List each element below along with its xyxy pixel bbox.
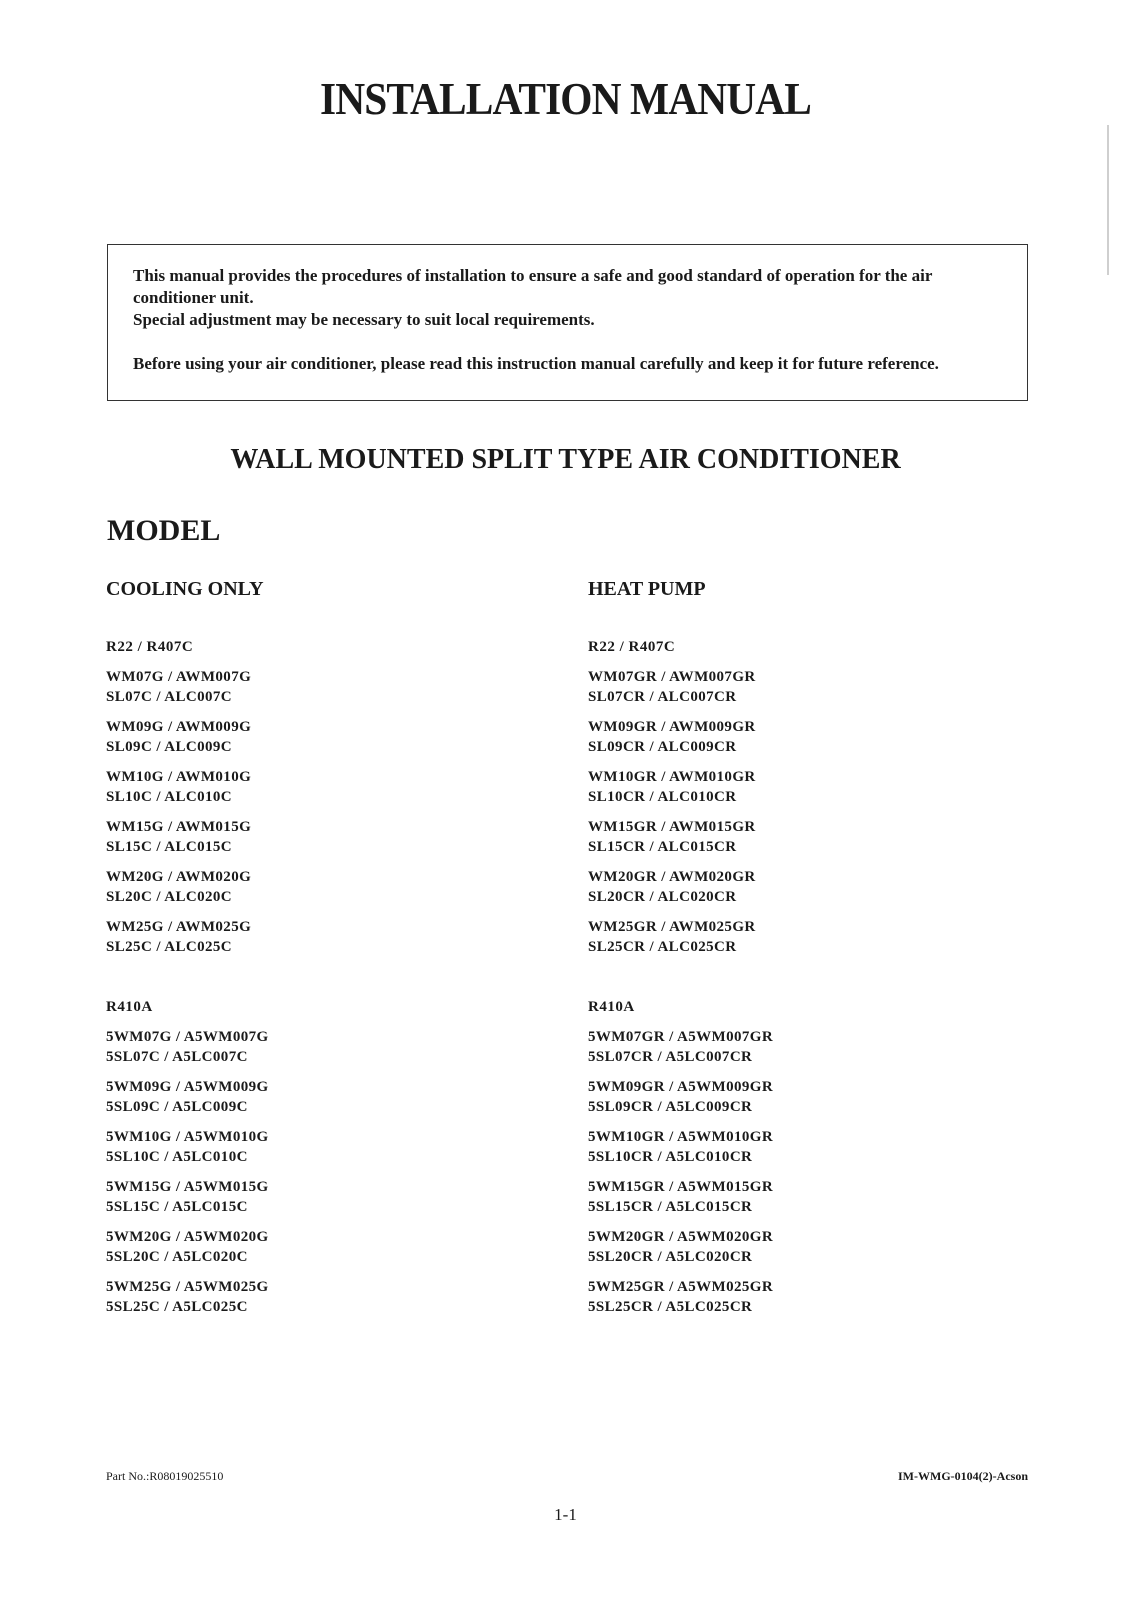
outdoor-model: SL20C / ALC020C	[106, 889, 233, 905]
indoor-model: WM09GR / AWM009GR	[588, 719, 756, 735]
cooling-only-column	[106, 576, 506, 1317]
page-edge-line	[1107, 125, 1109, 275]
outdoor-model: SL25C / ALC025C	[106, 939, 233, 955]
outdoor-model: SL07C / ALC007C	[106, 689, 233, 705]
model-pair	[106, 817, 506, 857]
cooling-r22-group	[106, 637, 506, 957]
indoor-model: WM20G / AWM020G	[106, 869, 252, 885]
notice-line-adjustment: Special adjustment may be necessary to suit local requirements.	[133, 310, 595, 329]
indoor-model: WM25G / AWM025G	[106, 919, 252, 935]
model-pair	[588, 1277, 988, 1317]
indoor-model: WM25GR / AWM025GR	[588, 919, 756, 935]
document-code: IM-WMG-0104(2)-Acson	[898, 1469, 1028, 1483]
indoor-model: 5WM07GR / A5WM007GR	[588, 1029, 774, 1045]
refrigerant-label: R22 / R407C	[588, 639, 676, 655]
indoor-model: WM15G / AWM015G	[106, 819, 252, 835]
indoor-model: WM10GR / AWM010GR	[588, 769, 756, 785]
indoor-model: WM07GR / AWM007GR	[588, 669, 756, 685]
outdoor-model: 5SL25CR / A5LC025CR	[588, 1299, 753, 1315]
model-pair	[106, 1177, 506, 1217]
indoor-model: 5WM09GR / A5WM009GR	[588, 1079, 774, 1095]
indoor-model: 5WM07G / A5WM007G	[106, 1029, 269, 1045]
outdoor-model: 5SL09CR / A5LC009CR	[588, 1099, 753, 1115]
indoor-model: 5WM10GR / A5WM010GR	[588, 1129, 774, 1145]
indoor-model: 5WM20GR / A5WM020GR	[588, 1229, 774, 1245]
outdoor-model: 5SL25C / A5LC025C	[106, 1299, 248, 1315]
outdoor-model: 5SL10CR / A5LC010CR	[588, 1149, 753, 1165]
indoor-model: 5WM20G / A5WM020G	[106, 1229, 269, 1245]
outdoor-model: SL10CR / ALC010CR	[588, 789, 737, 805]
cooling-r410a-group	[106, 997, 506, 1317]
model-pair	[106, 1277, 506, 1317]
outdoor-model: SL09CR / ALC009CR	[588, 739, 737, 755]
model-heading: MODEL	[107, 514, 221, 547]
outdoor-model: 5SL15CR / A5LC015CR	[588, 1199, 753, 1215]
product-heading: WALL MOUNTED SPLIT TYPE AIR CONDITIONER	[230, 444, 901, 475]
model-pair	[588, 1027, 988, 1067]
page-number: 1-1	[554, 1505, 577, 1524]
outdoor-model: 5SL09C / A5LC009C	[106, 1099, 248, 1115]
indoor-model: WM15GR / AWM015GR	[588, 819, 756, 835]
heatpump-r410a-group	[588, 997, 988, 1317]
model-pair	[106, 1127, 506, 1167]
outdoor-model: 5SL07CR / A5LC007CR	[588, 1049, 753, 1065]
page-title: INSTALLATION MANUAL	[320, 73, 811, 124]
indoor-model: WM10G / AWM010G	[106, 769, 252, 785]
heat-pump-heading: HEAT PUMP	[588, 578, 706, 600]
model-pair	[588, 667, 988, 707]
refrigerant-label: R22 / R407C	[106, 639, 194, 655]
model-pair	[106, 767, 506, 807]
notice-line-read-first: Before using your air conditioner, please read this instruction manual carefully and keep it for future reference.	[133, 354, 939, 373]
outdoor-model: 5SL07C / A5LC007C	[106, 1049, 248, 1065]
part-number: Part No.:R08019025510	[106, 1469, 224, 1483]
indoor-model: 5WM10G / A5WM010G	[106, 1129, 269, 1145]
outdoor-model: SL25CR / ALC025CR	[588, 939, 737, 955]
model-pair	[106, 667, 506, 707]
heat-pump-column	[588, 576, 988, 1317]
model-pair	[106, 1027, 506, 1067]
model-pair	[588, 767, 988, 807]
model-pair	[106, 1077, 506, 1117]
indoor-model: 5WM25G / A5WM025G	[106, 1279, 269, 1295]
outdoor-model: SL09C / ALC009C	[106, 739, 233, 755]
model-pair	[588, 1227, 988, 1267]
refrigerant-label: R410A	[588, 999, 635, 1015]
model-pair	[106, 917, 506, 957]
refrigerant-label: R410A	[106, 999, 153, 1015]
indoor-model: WM20GR / AWM020GR	[588, 869, 756, 885]
indoor-model: 5WM15GR / A5WM015GR	[588, 1179, 774, 1195]
model-pair	[588, 1177, 988, 1217]
outdoor-model: SL15CR / ALC015CR	[588, 839, 737, 855]
outdoor-model: 5SL20C / A5LC020C	[106, 1249, 248, 1265]
outdoor-model: SL20CR / ALC020CR	[588, 889, 737, 905]
model-pair	[106, 867, 506, 907]
model-pair	[588, 817, 988, 857]
outdoor-model: 5SL10C / A5LC010C	[106, 1149, 248, 1165]
notice-line-purpose: This manual provides the procedures of installation to ensure a safe and good standard of operation for the air conditioner unit.	[133, 266, 933, 307]
model-pair	[588, 867, 988, 907]
model-pair	[588, 917, 988, 957]
heatpump-r22-group	[588, 637, 988, 957]
model-pair	[588, 717, 988, 757]
model-pair	[588, 1077, 988, 1117]
indoor-model: 5WM15G / A5WM015G	[106, 1179, 269, 1195]
indoor-model: 5WM09G / A5WM009G	[106, 1079, 269, 1095]
cooling-only-heading: COOLING ONLY	[106, 578, 264, 600]
outdoor-model: SL10C / ALC010C	[106, 789, 233, 805]
indoor-model: WM09G / AWM009G	[106, 719, 252, 735]
notice-box	[107, 244, 1028, 401]
outdoor-model: SL07CR / ALC007CR	[588, 689, 737, 705]
outdoor-model: 5SL20CR / A5LC020CR	[588, 1249, 753, 1265]
model-pair	[588, 1127, 988, 1167]
outdoor-model: 5SL15C / A5LC015C	[106, 1199, 248, 1215]
outdoor-model: SL15C / ALC015C	[106, 839, 233, 855]
indoor-model: 5WM25GR / A5WM025GR	[588, 1279, 774, 1295]
model-pair	[106, 1227, 506, 1267]
model-pair	[106, 717, 506, 757]
indoor-model: WM07G / AWM007G	[106, 669, 252, 685]
